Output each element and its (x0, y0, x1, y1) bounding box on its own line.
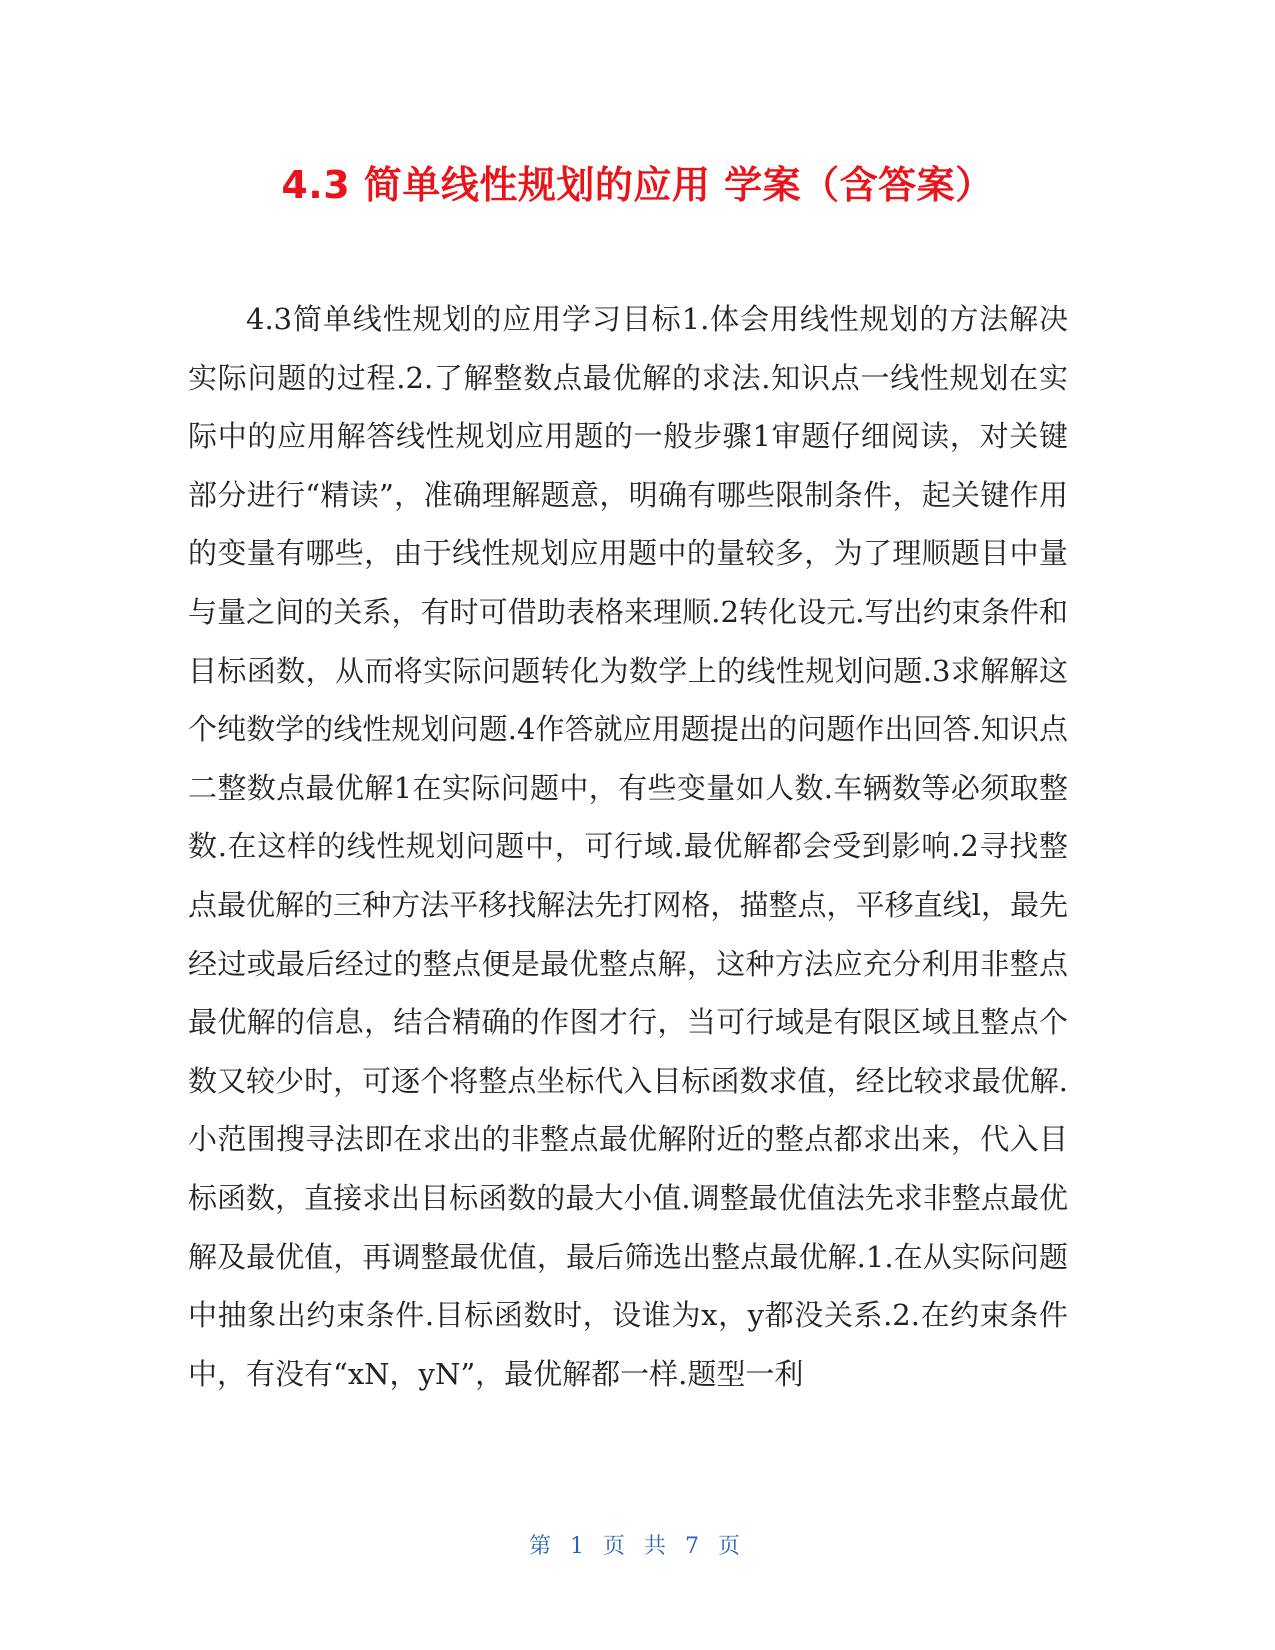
document-title: 4.3 简单线性规划的应用 学案（含答案） (281, 163, 994, 207)
document-body-paragraph: 4.3简单线性规划的应用学习目标1.体会用线性规划的方法解决实际问题的过程.2.了解整数点最优解的求法.知识点一线性规划在实际中的应用解答线性规划应用题的一般步骤1审题仔细阅读，对关键部分进行“精读”，准确理解题意，明确有哪些限制条件，起关键作用的变量有哪些，由于线性规划应用题中的量较多，为了理顺题目中量与量之间的关系，有时可借助表格来理顺.2转化设元.写出约束条件和目标函数，从而将实际问题转化为数学上的线性规划问题.3求解解这个纯数学的线性规划问题.4作答就应用题提出的问题作出回答.知识点二整数点最优解1在实际问题中，有些变量如人数.车辆数等必须取整数.在这样的线性规划问题中，可行域.最优解都会受到影响.2寻找整点最优解的三种方法平移找解法先打网格，描整点，平移直线l，最先经过或最后经过的整点便是最优整点解，这种方法应充分利用非整点最优解的信息，结合精确的作图才行，当可行域是有限区域且整点个数又较少时，可逐个将整点坐标代入目标函数求值，经比较求最优解.小范围搜寻法即在求出的非整点最优解附近的整点都求出来，代入目标函数，直接求出目标函数的最大小值.调整最优值法先求非整点最优解及最优值，再调整最优值，最后筛选出整点最优解.1.在从实际问题中抽象出约束条件.目标函数时，设谁为x，y都没关系.2.在约束条件中，有没有“xN，yN”，最优解都一样.题型一利 (188, 302, 1068, 1391)
page-number-footer: 第 1 页 共 7 页 (529, 1534, 746, 1559)
